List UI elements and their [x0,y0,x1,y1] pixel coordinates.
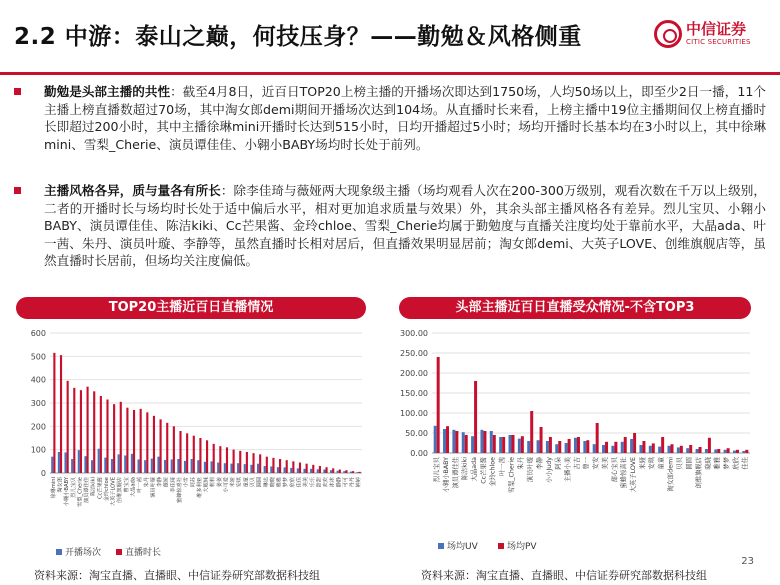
x-tick-label: 婷婷 [356,477,363,488]
x-tick-label: 蜜蜂惊喜社 [620,457,628,489]
x-tick-label: 薇娅 [163,477,170,488]
x-tick-label: 梦梦 [723,457,731,470]
bar-primary [64,452,66,473]
bar-secondary [577,437,580,453]
bar-secondary [493,435,496,453]
x-tick-label: 淘女郎demi [667,457,675,492]
bar-primary [593,444,596,453]
bar-primary [104,458,106,473]
x-tick-label: 曹宝宝 [123,477,130,493]
x-tick-label: 叶一茜 [137,477,144,493]
bullet-style [14,182,766,270]
x-tick-label: 淘女郎 [57,477,64,493]
x-tick-label: 小小Judy [545,457,553,484]
citic-logo-icon [654,20,682,48]
x-tick-label: Cc芒果酱 [480,457,488,484]
bar-secondary [259,454,261,473]
bar-primary [434,426,437,453]
x-tick-label: 大眼妹 [203,477,210,493]
bar-primary [621,442,624,453]
bar-primary [137,459,139,473]
bar-primary [131,454,133,473]
header-divider [0,72,780,75]
bar-primary [84,456,86,473]
bar-secondary [325,467,327,473]
x-tick-label: 大英子LOVE [110,477,117,507]
bullet-heading: 主播风格各异，质与量各有所长 [44,183,221,198]
legend-label: 直播时长 [125,548,162,558]
bar-secondary [558,441,561,453]
bar-secondary [179,431,181,473]
bar-secondary [193,436,195,473]
x-tick-label: 陈洁kiki [90,477,97,497]
bar-primary [317,469,319,473]
bar-secondary [233,450,235,473]
bar-secondary [624,437,627,453]
x-tick-label: 演员叶璇 [527,457,535,483]
y-tick-label: 300.00 [400,329,428,338]
bar-secondary [689,445,692,453]
bar-primary [452,430,455,453]
bar-secondary [614,442,617,453]
live-sessions-chart [10,323,370,561]
bar-secondary [266,457,268,473]
bar-primary [224,463,226,473]
x-tick-label: 童童 [658,457,666,470]
bar-secondary [53,353,55,473]
bullet-body: ：截至4月8日，近百日TOP20上榜主播的开播场次即达到1750场，人均50场以上，即至少2日一播，11个主播上榜直播数超过70场，其中淘女郎demi期间开播场次达到104场。从直播时长来看，上榜主播中19位主播期间仅上榜直播时长即超过200小时，其中主播徐琳mini开播时长达到515小时，日均开播超过5小时；场均开播时长基本均在3小时以上，其中徐琳mini、雪梨_Cherie、演员谭佳佳、小翱小BABY场均时长处于前列。 [44,84,766,152]
x-tick-label: 晓晓 [269,477,276,488]
y-tick-label: 500 [30,352,46,362]
x-tick-label: 佳佳 [742,457,750,470]
x-tick-label: 欣欣 [732,457,740,470]
bar-secondary [120,402,122,473]
bar-primary [499,437,502,453]
bar-secondary [140,409,142,473]
x-tick-label: 徐琳mini [50,477,57,499]
bar-primary [78,450,80,473]
bar-secondary [186,433,188,473]
bar-primary [310,469,312,473]
bar-primary [171,459,173,473]
page-header [0,0,780,74]
bar-primary [58,452,60,473]
bullet-heading: 勤勉是头部主播的共性 [44,84,171,99]
bar-secondary [206,440,208,473]
x-tick-label: 大晶ada [130,477,137,498]
bar-secondary [586,440,589,453]
source-note-right: 资料来源：淘宝直播、直播眼、中信证券研究部数据科技组 [421,569,707,582]
x-tick-label: 吉吉 [573,457,581,470]
bar-secondary [661,437,664,453]
x-tick-label: 安安 [592,457,600,470]
x-tick-label: 雅雅 [276,477,283,488]
x-tick-label: 欣欣 [289,477,296,488]
y-tick-label: 50.00 [405,429,428,438]
bar-secondary [549,437,552,453]
bar-primary [257,464,259,473]
x-tick-label: 雪梨_Cherie [77,477,84,507]
bar-primary [574,438,577,453]
x-tick-label: 创维旗舰店 [695,457,703,489]
bar-secondary [80,390,82,473]
bar-secondary [446,426,449,453]
legend-swatch [116,549,122,555]
bar-primary [151,459,153,473]
bar-primary [303,469,305,473]
bar-secondary [339,470,341,474]
left-chart-title: TOP20主播近百日直播情况 [16,297,366,319]
y-tick-label: 250.00 [400,349,428,358]
bar-primary [197,460,199,473]
legend-swatch [56,549,62,555]
bar-secondary [680,446,683,453]
bar-secondary [146,412,148,473]
x-tick-label: 甜心宝贝 [611,457,619,483]
bar-secondary [60,355,62,473]
bar-primary [98,449,100,473]
bar-primary [157,457,159,473]
x-tick-label: 维多利亚 [196,477,203,498]
right-chart-title: 头部主播近百日直播受众情况-不含TOP3 [399,297,751,319]
x-tick-label: 贝贝 [676,457,684,470]
bar-secondary [306,464,308,473]
bar-secondary [106,400,108,474]
bar-primary [330,470,332,473]
bar-primary [337,471,339,473]
x-tick-label: 佳佳 [296,477,303,488]
bar-secondary [199,438,201,473]
bar-secondary [359,472,361,473]
x-tick-label: 小雪 [183,477,190,488]
bar-primary [480,430,483,453]
bar-secondary [226,447,228,473]
logo-name-cn: 中信证券 [686,20,747,38]
bar-primary [733,451,736,453]
bar-secondary [474,381,477,453]
x-tick-label: 李佳琦 [170,477,177,493]
x-tick-label: 安琪 [236,477,243,488]
bar-primary [164,460,166,473]
x-tick-label: 金玲chloe [489,457,497,487]
x-tick-label: 曾一 [583,457,591,470]
bar-secondary [605,442,608,453]
bar-primary [668,446,671,453]
bar-primary [211,461,213,473]
bar-primary [297,468,299,473]
bar-secondary [252,453,254,473]
x-tick-label: 阿朵 [555,457,563,470]
bar-primary [71,459,73,473]
bar-secondary [87,387,89,473]
bar-primary [51,457,53,473]
bar-secondary [633,433,636,453]
bar-primary [630,439,633,453]
logo-name-en: CITIC SECURITIES [686,38,751,46]
x-tick-label: 演员叶璇 [150,477,157,498]
bar-primary [244,464,246,473]
bar-primary [677,447,680,453]
bullet-diligence [14,83,766,153]
x-tick-label: 朱丹 [143,477,150,488]
x-tick-label: 可可 [342,477,349,488]
bar-secondary [596,423,599,453]
bar-primary [686,448,689,453]
x-tick-label: 美美 [601,457,609,470]
bar-primary [555,444,558,453]
bar-primary [696,449,699,453]
bar-secondary [745,450,748,453]
source-note-left: 资料来源：淘宝直播、直播眼、中信证券研究部数据科技组 [34,569,320,582]
bar-secondary [345,470,347,473]
y-tick-label: 100 [30,445,46,455]
x-tick-label: 甜甜 [316,477,323,488]
bar-primary [471,436,474,453]
x-tick-label: 主播小美 [564,457,572,483]
bar-secondary [286,460,288,473]
bar-secondary [292,461,294,473]
x-tick-label: 金玲chloe [103,477,110,502]
bar-secondary [312,465,314,473]
bullet-text [44,182,766,270]
y-tick-label: 100.00 [400,409,428,418]
bar-secondary [213,444,215,473]
bar-primary [602,445,605,453]
x-tick-label: Cc芒果酱 [97,477,104,500]
bar-primary [714,449,717,453]
x-tick-label: 小可爱 [223,477,230,493]
bar-primary [742,451,745,453]
bar-primary [177,459,179,473]
bar-secondary [530,411,533,453]
bullet-body: ：除李佳琦与薇娅两大现象级主播（场均观看人次在200-300万级别，观看次数在千万以上级别，二者的开播时长与场均时长处于适中偏后水平，相对更加追求质量与效果）外，其余头部主播风格各有差异。烈儿宝贝、小翱小BABY、演员谭佳佳、陈洁kiki、Cc芒果酱、金玲chloe、雪梨_Cherie均属于勤勉度与直播关注度均处于靠前水平，大晶ada、叶一茜、朱丹、演员叶璇、李静等，虽然直播时长相对居后，但直播效果明显居前；淘女郎demi、大英子LOVE、创维旗舰店等，虽然直播时长居前，但场均关注度偏低。 [44,183,767,268]
bullet-text [44,83,766,153]
x-tick-label: 朱丹 [517,457,525,470]
bar-primary [537,440,540,453]
x-tick-label: 米娅 [230,477,237,488]
bar-secondary [67,381,69,473]
bar-primary [204,462,206,473]
x-tick-label: 创维旗舰店 [117,477,124,503]
bar-primary [237,463,239,473]
x-tick-label: 陈洁kiki [461,457,469,481]
x-tick-label: 小翱小BABY [64,477,71,507]
bar-primary [343,471,345,473]
x-tick-label: 米娅 [639,457,647,470]
bar-secondary [521,436,524,453]
audience-chart [392,323,762,561]
bar-secondary [133,410,135,473]
bar-secondary [671,444,674,453]
bar-primary [270,466,272,473]
bar-secondary [437,357,440,453]
y-tick-label: 0.00 [410,449,428,458]
bar-secondary [126,408,128,473]
bar-primary [250,465,252,473]
bar-primary [462,432,465,453]
x-tick-label: 安琪 [648,457,656,470]
bar-secondary [219,446,221,473]
y-tick-label: 200.00 [400,369,428,378]
bar-secondary [465,435,468,453]
bar-primary [184,461,186,473]
bar-primary [705,449,708,453]
bar-secondary [642,441,645,453]
bar-secondary [352,471,354,473]
bar-primary [443,429,446,453]
page-number: 23 [741,556,754,567]
bar-secondary [652,443,655,453]
bar-secondary [483,431,486,453]
x-tick-label: 贝贝 [250,477,257,488]
bar-secondary [568,439,571,453]
bar-primary [230,464,232,473]
bar-primary [583,441,586,453]
bar-primary [509,435,512,453]
bar-primary [217,463,219,474]
x-tick-label: 演员谭佳佳 [84,477,91,503]
legend-swatch [438,543,444,549]
bullet-square-icon [14,88,21,95]
bar-primary [546,441,549,453]
bar-secondary [727,448,730,453]
x-tick-label: 丹丹 [349,477,356,488]
x-tick-label: 美美 [303,477,310,488]
legend-swatch [498,543,504,549]
bar-primary [490,431,493,453]
x-tick-label: 大英子LOVE [629,457,637,493]
bar-primary [124,456,126,474]
bar-secondary [246,452,248,473]
bar-secondary [332,468,334,473]
bar-secondary [540,427,543,453]
bar-secondary [319,466,321,473]
bar-primary [649,446,652,453]
x-tick-label: 蜜蜂惊喜社 [177,477,184,503]
x-tick-label: 莉莉 [210,477,217,488]
bar-secondary [93,391,95,473]
page-title: 2.2 中游：泰山之巅，何技压身？——勤勉＆风格侧重 [14,24,582,50]
x-tick-label: 静静 [336,477,343,488]
bar-primary [611,446,614,453]
legend-label: 开播场次 [65,548,102,558]
x-tick-label: 圆圆 [686,457,694,470]
x-tick-label: 阿苏 [190,477,197,488]
bar-secondary [699,447,702,453]
bar-secondary [272,458,274,473]
bar-primary [118,454,120,473]
bar-primary [724,450,727,453]
citic-logo [654,18,764,52]
bar-primary [639,445,642,453]
bar-secondary [166,423,168,473]
y-tick-label: 600 [30,329,46,338]
bar-primary [323,470,325,474]
x-tick-label: 雪梨_Cherie [508,457,516,494]
y-tick-label: 400 [30,375,46,385]
y-tick-label: 0 [40,469,46,478]
bar-secondary [455,431,458,453]
bar-primary [527,441,530,453]
y-tick-label: 150.00 [400,389,428,398]
legend-label: 场均UV [447,542,478,552]
bar-primary [191,459,193,473]
y-tick-label: 200 [30,422,46,432]
bar-primary [264,466,266,473]
bar-primary [277,467,279,473]
x-tick-label: 大晶ada [470,457,478,482]
x-tick-label: 李静 [536,457,544,470]
bar-secondary [113,404,115,473]
bar-primary [565,443,568,453]
bar-secondary [736,450,739,453]
bar-primary [290,468,292,473]
bar-secondary [173,426,175,473]
bar-secondary [279,459,281,473]
x-tick-label: 叶一茜 [499,457,507,476]
bar-secondary [299,463,301,474]
x-tick-label: 李静 [157,477,164,488]
x-tick-label: 雅雅 [714,457,722,470]
x-tick-label: 晓晓 [704,457,712,470]
x-tick-label: 圆圆 [256,477,263,488]
x-tick-label: 梦梦 [283,477,290,488]
x-tick-label: 烈儿宝贝 [70,477,77,498]
bar-secondary [73,388,75,473]
bar-secondary [502,437,505,453]
bar-primary [658,447,661,453]
x-tick-label: 童童 [243,477,250,488]
bar-primary [284,467,286,473]
legend-label: 场均PV [507,542,537,552]
x-tick-label: 小翱小BABY [442,457,450,493]
bar-primary [144,460,146,473]
bar-primary [91,460,93,473]
bar-secondary [100,396,102,473]
bar-secondary [153,416,155,473]
bar-primary [350,472,352,473]
x-tick-label: 欢欢 [323,477,330,488]
x-tick-label: 姜姜 [216,477,223,488]
bar-primary [111,459,113,473]
bar-primary [357,472,359,473]
x-tick-label: 演员谭佳佳 [452,457,460,489]
x-tick-label: 冰冰 [329,477,336,488]
bar-secondary [239,451,241,473]
bar-primary [518,439,521,453]
bar-secondary [717,449,720,453]
bar-secondary [512,435,515,453]
bullet-square-icon [14,187,21,194]
x-tick-label: 琳达 [263,477,270,488]
bar-secondary [708,438,711,453]
x-tick-label: 烈儿宝贝 [433,457,441,483]
x-tick-label: 乐乐 [309,477,316,488]
y-tick-label: 300 [30,399,46,408]
bar-secondary [160,419,162,473]
